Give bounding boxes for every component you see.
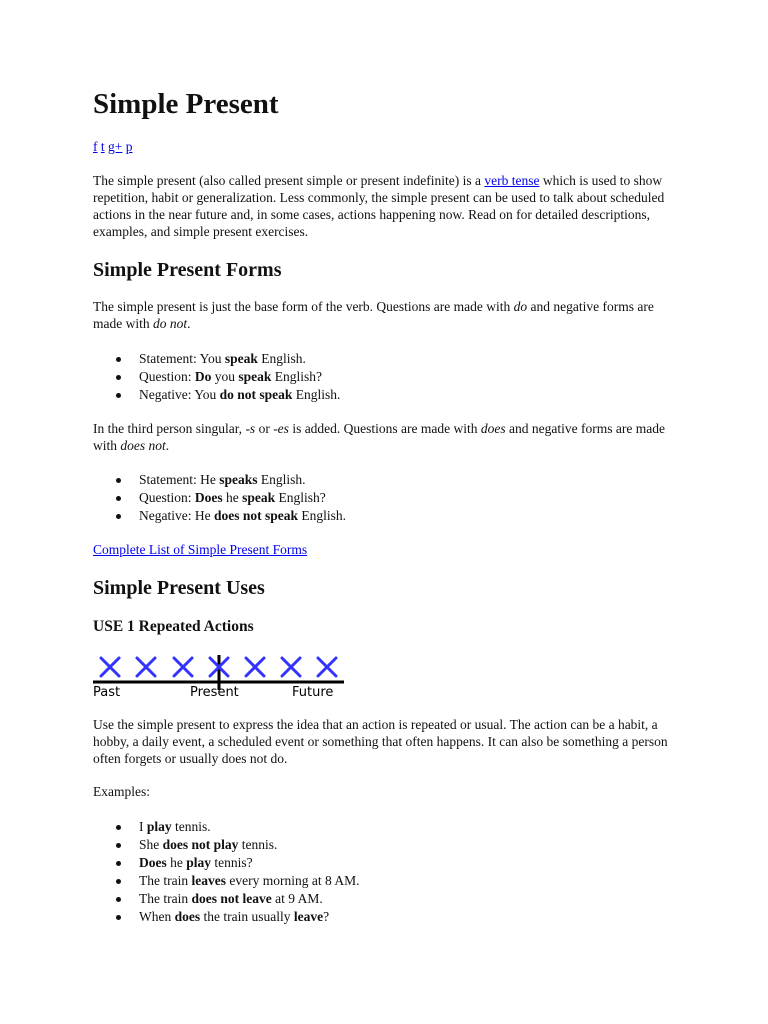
text-bold: speak <box>238 369 272 384</box>
text: is added. Questions are made with <box>288 421 481 436</box>
text: English. <box>298 508 347 523</box>
text: the train usually <box>200 909 294 924</box>
list-item <box>93 854 359 872</box>
text-bold: Does <box>139 855 167 870</box>
list-item <box>93 890 359 908</box>
text-bold: play <box>186 855 212 870</box>
forms-paragraph-1 <box>93 298 668 332</box>
text: The simple present is just the base form of the verb. Questions are made with <box>93 299 514 314</box>
text: The train <box>139 891 192 906</box>
verb-tense-link[interactable]: verb tense <box>484 173 540 188</box>
text: ? <box>323 909 330 924</box>
text: English? <box>271 369 323 384</box>
text-bold: speak <box>242 490 276 505</box>
text: She <box>139 837 163 852</box>
timeline-past-label: Past <box>93 685 121 700</box>
list-item <box>93 471 346 489</box>
text: and negative forms are made with <box>93 299 654 331</box>
page-title: Simple Present <box>93 88 279 120</box>
share-twitter-link[interactable]: t <box>100 139 105 154</box>
text: The train <box>139 873 192 888</box>
repeat-x-mark <box>101 658 119 676</box>
intro-paragraph <box>93 172 668 240</box>
text: Question: <box>139 490 195 505</box>
text-italic: do not <box>153 316 188 331</box>
share-facebook-link[interactable]: f <box>93 139 98 154</box>
text: English? <box>275 490 326 505</box>
text: or <box>255 421 274 436</box>
text: tennis. <box>171 819 211 834</box>
forms-list-2 <box>93 471 346 525</box>
share-pinterest-link[interactable]: p <box>125 139 133 154</box>
text-bold: does not leave <box>191 891 272 906</box>
text: English. <box>257 351 306 366</box>
list-item <box>93 386 340 404</box>
forms-list-1 <box>93 350 340 404</box>
list-item <box>93 489 346 507</box>
text: Question: <box>139 369 195 384</box>
share-google-plus-link[interactable]: g+ <box>108 139 123 154</box>
use1-heading: USE 1 Repeated Actions <box>93 618 254 635</box>
text-bold: do not speak <box>219 387 293 402</box>
timeline-svg <box>93 652 345 700</box>
text-bold: speaks <box>219 472 258 487</box>
list-item <box>93 818 359 836</box>
list-item <box>93 872 359 890</box>
repeat-x-mark <box>137 658 155 676</box>
timeline-diagram <box>93 652 345 700</box>
list-item <box>93 368 340 386</box>
forms-link-paragraph <box>93 541 668 558</box>
text-bold: does not speak <box>213 508 298 523</box>
text-bold: does not play <box>162 837 239 852</box>
examples-list <box>93 818 359 926</box>
examples-label: Examples: <box>93 784 150 799</box>
intro-text-rest: which is used to show repetition, habit or generalization. Less commonly, the simple present can be used to talk about scheduled actions in the near future and, in some cases, actions happening now. Read on for detailed descriptions, examples, and simple present exercises. <box>93 173 665 239</box>
list-item <box>93 507 346 525</box>
text: you <box>211 369 239 384</box>
list-item <box>93 836 359 854</box>
text-bold: speak <box>224 351 258 366</box>
text: English. <box>257 472 306 487</box>
text-italic: does not <box>120 438 166 453</box>
text-bold: Do <box>194 369 212 384</box>
list-item <box>93 350 340 368</box>
text: Negative: You <box>139 387 220 402</box>
text: I <box>139 819 147 834</box>
use1-paragraph: Use the simple present to express the idea that an action is repeated or usual. The action can be a habit, a hobby, a daily event, a scheduled event or something that often happens. It can also be something a person often forgets or usually does not do. <box>93 717 668 766</box>
text-bold: does <box>174 909 201 924</box>
text: When <box>139 909 175 924</box>
text: . <box>187 316 191 331</box>
share-links <box>93 138 133 155</box>
forms-paragraph-2 <box>93 420 668 454</box>
repeat-x-mark <box>282 658 300 676</box>
text-italic: -es <box>273 421 289 436</box>
text-bold: play <box>146 819 172 834</box>
text: English. <box>292 387 341 402</box>
text: he <box>222 490 243 505</box>
text-italic: do <box>513 299 528 314</box>
text: Statement: He <box>139 472 220 487</box>
text: tennis? <box>211 855 253 870</box>
text: every morning at 8 AM. <box>225 873 360 888</box>
text: he <box>166 855 187 870</box>
text-bold: leaves <box>191 873 226 888</box>
text: and negative forms are made with <box>93 421 665 453</box>
text: tennis. <box>238 837 278 852</box>
repeat-x-mark <box>318 658 336 676</box>
repeat-x-mark <box>246 658 264 676</box>
list-item <box>93 908 359 926</box>
text: . <box>165 438 170 453</box>
text-bold: Does <box>194 490 223 505</box>
text-bold: leave <box>293 909 324 924</box>
text: In the third person singular, <box>93 421 246 436</box>
complete-list-link[interactable]: Complete List of Simple Present Forms <box>93 542 308 557</box>
text: Negative: He <box>139 508 214 523</box>
intro-text: The simple present (also called present simple or present indefinite) is a <box>93 173 485 188</box>
text-italic: -s <box>245 421 256 436</box>
text-italic: does <box>480 421 506 436</box>
text: at 9 AM. <box>271 891 323 906</box>
timeline-future-label: Future <box>292 685 334 700</box>
uses-heading: Simple Present Uses <box>93 577 265 599</box>
forms-heading: Simple Present Forms <box>93 259 282 281</box>
timeline-present-label: Present <box>190 685 239 700</box>
text: Statement: You <box>139 351 225 366</box>
repeat-x-mark <box>174 658 192 676</box>
